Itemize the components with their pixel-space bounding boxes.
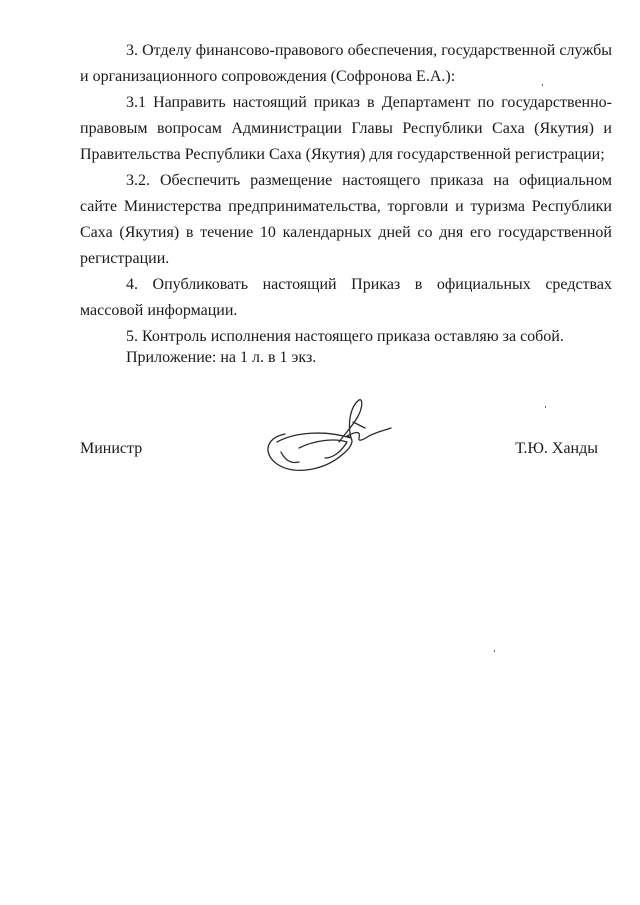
item-3: 3. Отделу финансово-правового обеспечения, государственной службы и организационного сопровождения (Софронова Е.А.): [80, 42, 612, 85]
item-3-2: 3.2. Обеспечить размещение настоящего приказа на официальном сайте Министерства предпринимательства, торговли и туризма Республики Саха (Якутия) в течение 10 календарных дней со дня его государственной регистрации. [80, 172, 612, 267]
scan-speck [545, 406, 546, 408]
handwritten-signature [255, 392, 395, 492]
item-3-1: 3.1 Направить настоящий приказ в Департамент по государственно-правовым вопросам Администрации Главы Республики Саха (Якутия) и Правительства Республики Саха (Якутия) для государственной регистрации; [80, 94, 612, 163]
document-body [80, 38, 612, 350]
signatory-name: Т.Ю. Ханды [515, 440, 598, 457]
item-5: 5. Контроль исполнения настоящего приказа оставляю за собой. [126, 328, 564, 345]
scan-speck [494, 650, 495, 652]
item-4: 4. Опубликовать настоящий Приказ в официальных средствах массовой информации. [80, 276, 612, 319]
signatory-title: Министр [80, 440, 143, 457]
annex-note: Приложение: на 1 л. в 1 экз. [126, 349, 317, 366]
scan-speck [542, 84, 543, 86]
